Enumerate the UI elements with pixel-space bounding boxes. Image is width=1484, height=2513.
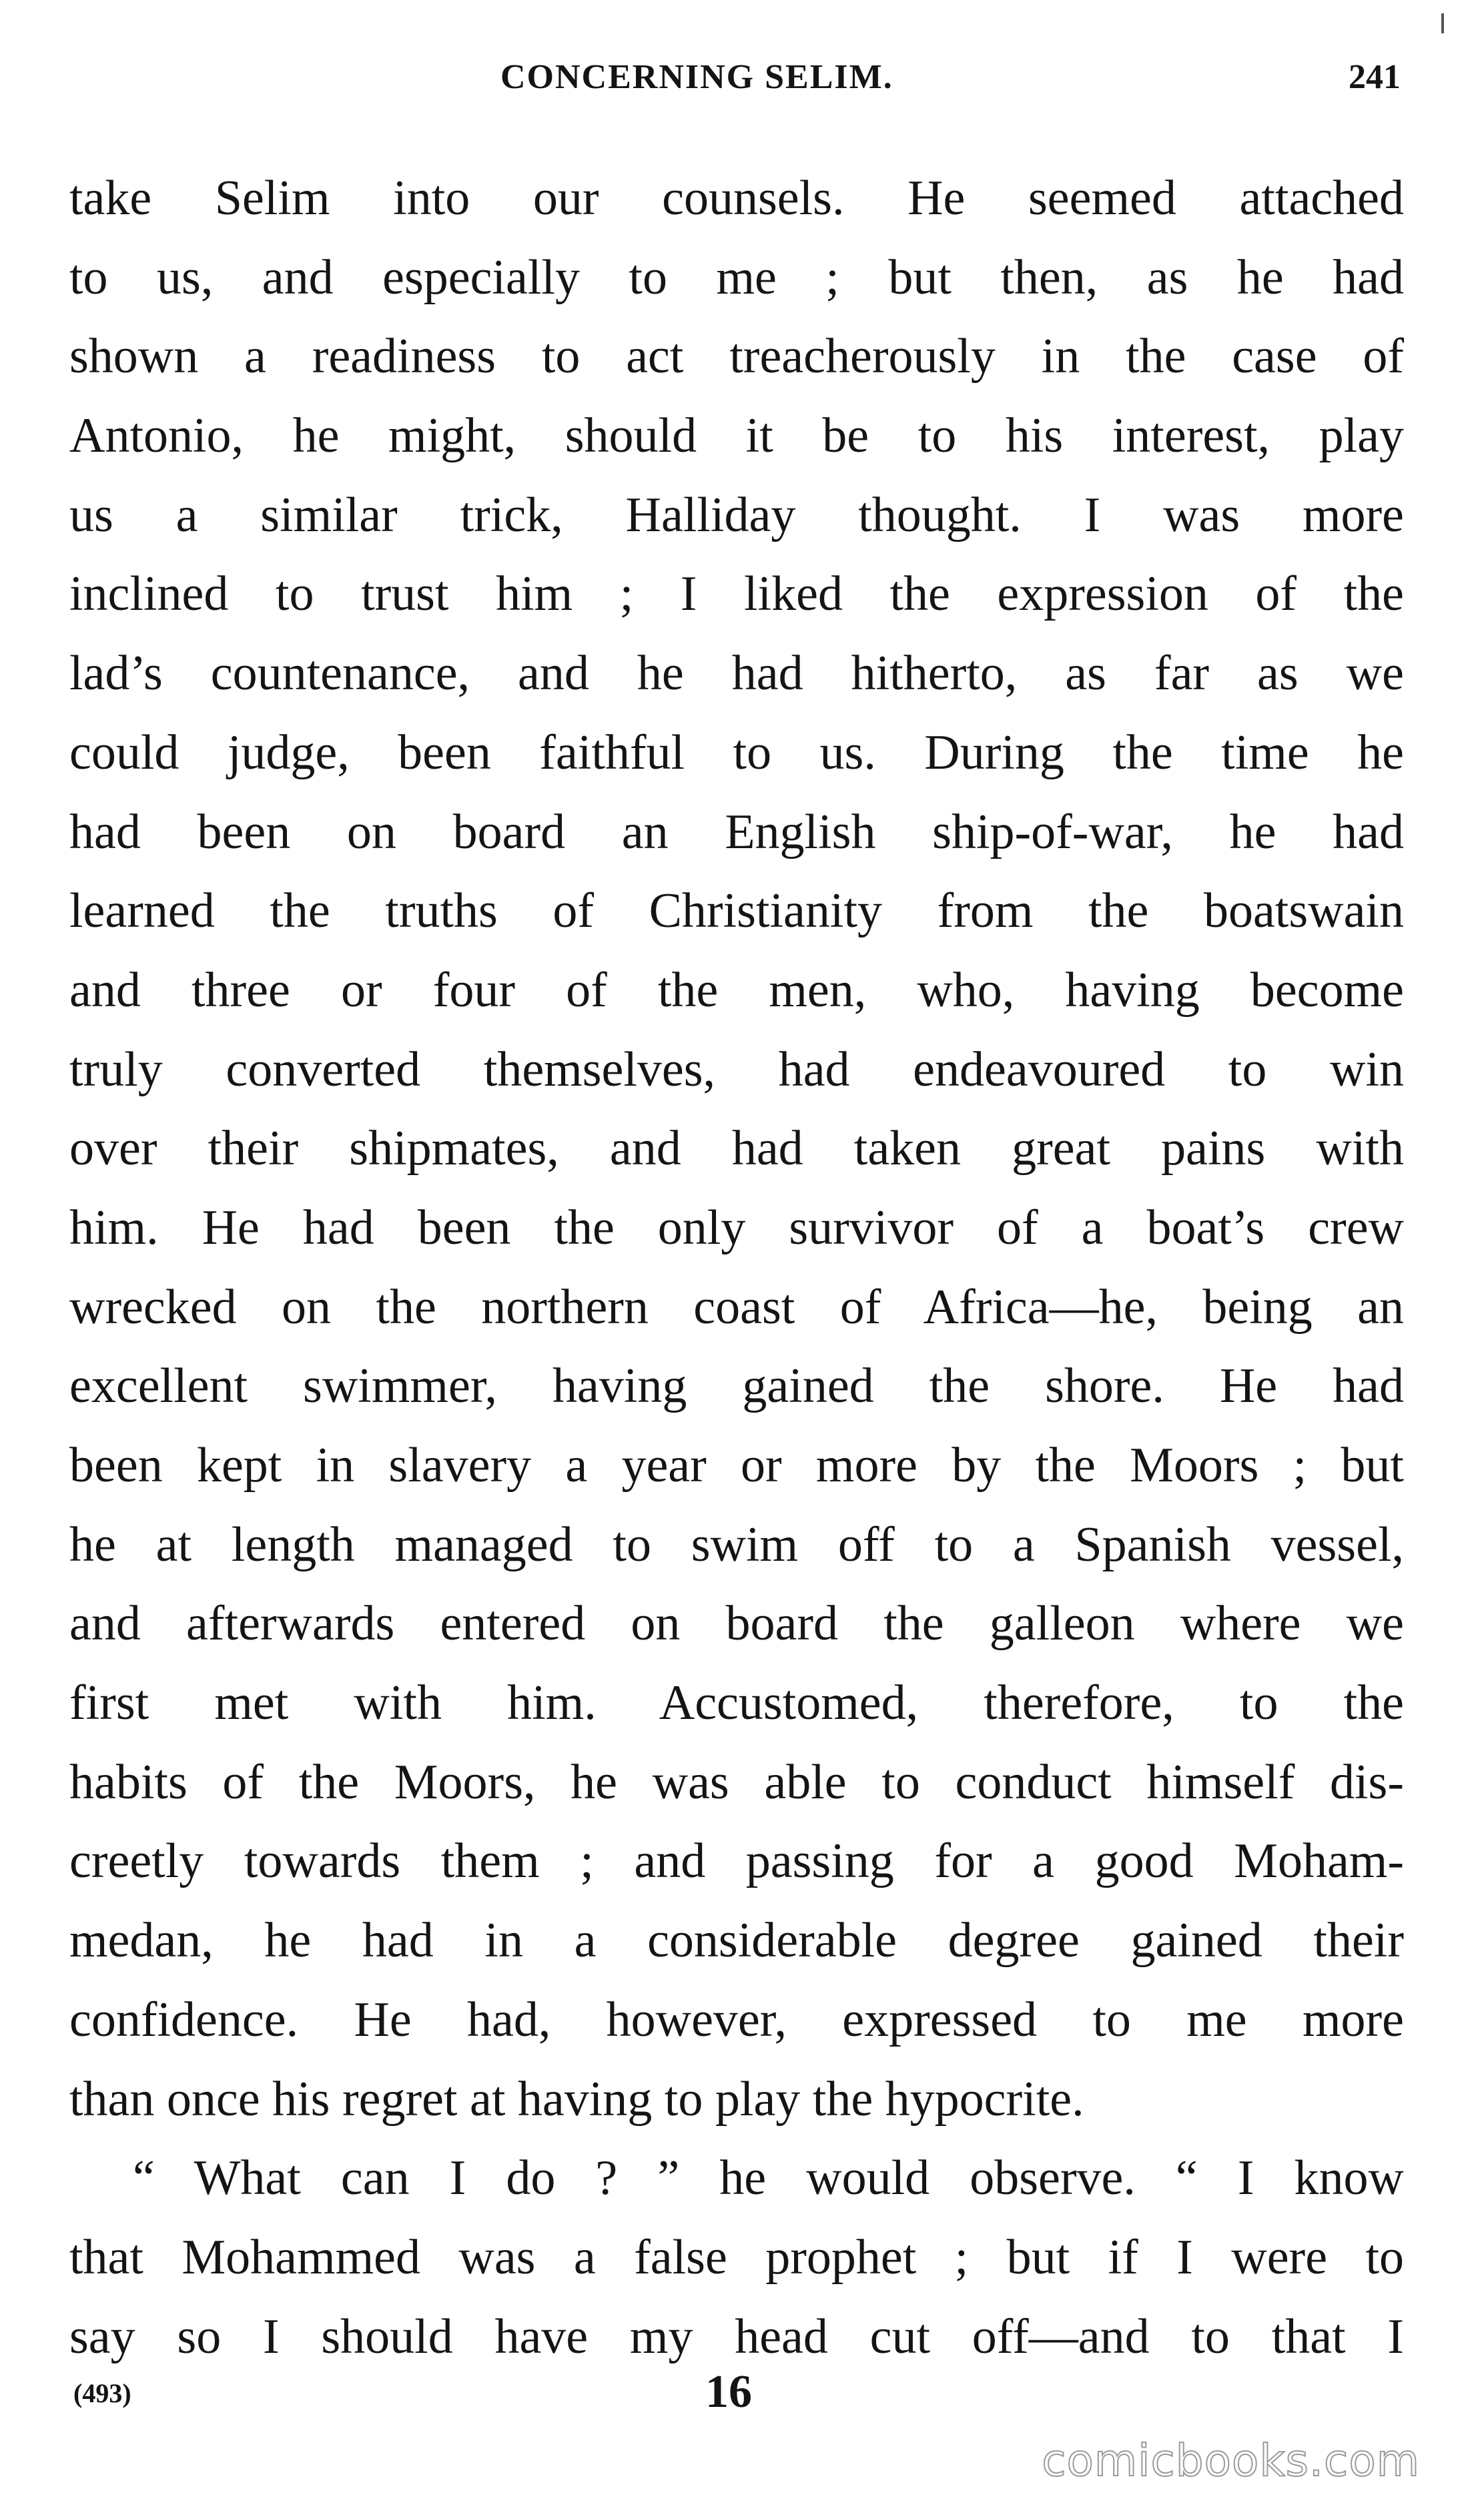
text-line: “ What can I do ? ” he would observe. “ I know (133, 2151, 1404, 2206)
text-line: had been on board an English ship-of-war, he had (69, 804, 1404, 859)
text-line: that Mohammed was a false prophet ; but if I were to (69, 2229, 1404, 2285)
watermark: comicbooks.com (1042, 2435, 1420, 2486)
text-line: than once his regret at having to play the hypocrite. (69, 2071, 1084, 2127)
text-line: been kept in slavery a year or more by the Moors ; but (69, 1438, 1404, 1493)
signature-mark: (493) (73, 2378, 131, 2408)
text-line: he at length managed to swim off to a Spanish vessel, (69, 1517, 1404, 1572)
page-number: 241 (1349, 58, 1401, 96)
text-line: him. He had been the only survivor of a boat’s crew (69, 1200, 1404, 1255)
text-line: shown a readiness to act treacherously in the case of (69, 329, 1404, 384)
text-line: learned the truths of Christianity from the boatswain (69, 883, 1404, 939)
text-line: confidence. He had, however, expressed to me more (69, 1992, 1404, 2047)
text-line: first met with him. Accustomed, therefore, to the (69, 1676, 1404, 1731)
paragraph (69, 159, 1404, 2139)
corner-mark (1441, 13, 1444, 33)
text-line: take Selim into our counsels. He seemed attached (69, 171, 1404, 226)
text-line: habits of the Moors, he was able to conduct himself dis- (69, 1754, 1404, 1810)
page-footer (0, 2366, 1484, 2432)
text-line: Antonio, he might, should it be to his interest, play (69, 408, 1404, 464)
text-line: lad’s countenance, and he had hitherto, as far as we (69, 646, 1404, 701)
text-line: wrecked on the northern coast of Africa—he, being an (69, 1279, 1404, 1335)
running-title: CONCERNING SELIM. (500, 58, 893, 96)
text-line: us a similar trick, Halliday thought. I was more (69, 487, 1404, 543)
text-line: medan, he had in a considerable degree gained their (69, 1913, 1404, 1968)
signature-number: 16 (705, 2366, 752, 2418)
body-text (69, 159, 1404, 2376)
text-line: inclined to trust him ; I liked the expression of the (69, 567, 1404, 622)
text-line: say so I should have my head cut off—and to that I (69, 2309, 1404, 2364)
text-line: truly converted themselves, had endeavoured to win (69, 1042, 1404, 1097)
text-line: and three or four of the men, who, having become (69, 962, 1404, 1018)
text-line: creetly towards them ; and passing for a good Moham- (69, 1834, 1404, 1889)
text-line: to us, and especially to me ; but then, as he had (69, 250, 1404, 305)
text-line: could judge, been faithful to us. During the time he (69, 725, 1404, 780)
text-line: over their shipmates, and had taken great pains with (69, 1121, 1404, 1176)
paragraph (69, 2139, 1404, 2376)
text-line: and afterwards entered on board the galleon where we (69, 1596, 1404, 1652)
page-header (0, 57, 1484, 111)
text-line: excellent swimmer, having gained the shore. He had (69, 1359, 1404, 1414)
